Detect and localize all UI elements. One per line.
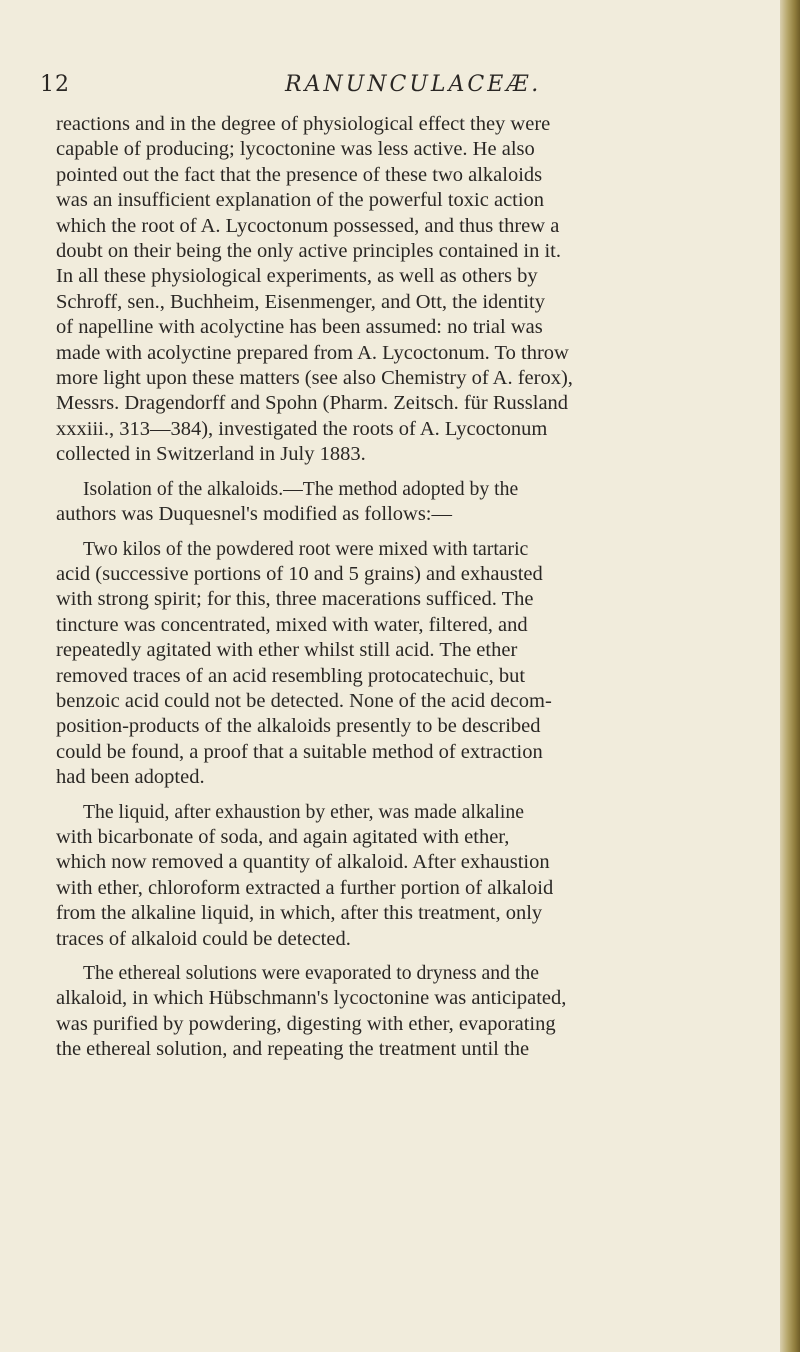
page-number: 12: [40, 72, 70, 97]
text-line: of napelline with acolyctine has been assumed: no trial was: [56, 316, 543, 339]
paragraph-5: [56, 961, 738, 1063]
text-line: removed traces of an acid resembling protocatechuic, but: [56, 664, 526, 687]
text-line: was an insufficient explanation of the powerful toxic action: [56, 189, 545, 212]
text-line: from the alkaline liquid, in which, after this treatment, only: [56, 902, 543, 925]
text-line: tincture was concentrated, mixed with water, filtered, and: [56, 613, 528, 636]
text-line: capable of producing; lycoctonine was less active. He also: [56, 138, 535, 161]
text-line: repeatedly agitated with ether whilst still acid. The ether: [56, 639, 518, 662]
page-header: [40, 72, 740, 106]
text-line: doubt on their being the only active principles contained in it.: [56, 240, 561, 263]
text-line: reactions and in the degree of physiological effect they were: [56, 113, 551, 135]
text-line: collected in Switzerland in July 1883.: [56, 443, 366, 466]
text-line: which now removed a quantity of alkaloid. After exhaustion: [56, 851, 550, 874]
text-line: with bicarbonate of soda, and again agitated with ether,: [56, 825, 510, 848]
text-line: authors was Duquesnel's modified as follows:—: [56, 503, 452, 526]
text-line: with ether, chloroform extracted a further portion of alkaloid: [56, 876, 554, 899]
text-line: had been adopted.: [56, 766, 205, 789]
text-line: made with acolyctine prepared from A. Lycoctonum. To throw: [56, 341, 569, 364]
text-line: Messrs. Dragendorff and Spohn (Pharm. Zeitsch. für Russland: [56, 392, 569, 415]
text-line: was purified by powdering, digesting with ether, evaporating: [56, 1012, 556, 1035]
page-binding-edge: [780, 0, 800, 1352]
text-line: more light upon these matters (see also Chemistry of A. ferox),: [56, 367, 573, 390]
paragraph-4: [56, 800, 738, 952]
running-title: RANUNCULACEÆ.: [285, 72, 542, 97]
text-line: traces of alkaloid could be detected.: [56, 927, 351, 950]
body-text: [56, 112, 738, 1063]
section-heading-line: Isolation of the alkaloids.—The method adopted by the: [83, 477, 519, 500]
text-line: which the root of A. Lycoctonum possessed, and thus threw a: [56, 214, 560, 237]
text-line: with strong spirit; for this, three macerations sufficed. The: [56, 588, 534, 611]
text-line: In all these physiological experiments, as well as others by: [56, 265, 538, 288]
text-line: acid (successive portions of 10 and 5 grains) and exhausted: [56, 562, 543, 585]
paragraph-2: [56, 477, 738, 528]
text-line: Schroff, sen., Buchheim, Eisenmenger, and Ott, the identity: [56, 290, 545, 313]
text-line: benzoic acid could not be detected. None of the acid decom-: [56, 689, 552, 712]
text-line: could be found, a proof that a suitable method of extraction: [56, 740, 543, 763]
paragraph-3: [56, 537, 738, 791]
paragraph-1: [56, 112, 738, 468]
text-line: Two kilos of the powdered root were mixed with tartaric: [83, 537, 529, 560]
text-line: pointed out the fact that the presence of these two alkaloids: [56, 163, 543, 186]
text-line: xxxiii., 313—384), investigated the roots of A. Lycoctonum: [56, 417, 548, 440]
text-line: position-products of the alkaloids presently to be described: [56, 715, 541, 738]
text-line: The liquid, after exhaustion by ether, was made alkaline: [83, 800, 524, 823]
text-line: the ethereal solution, and repeating the treatment until the: [56, 1038, 530, 1061]
text-line: alkaloid, in which Hübschmann's lycoctonine was anticipated,: [56, 987, 567, 1010]
text-line: The ethereal solutions were evaporated to dryness and the: [83, 962, 539, 984]
